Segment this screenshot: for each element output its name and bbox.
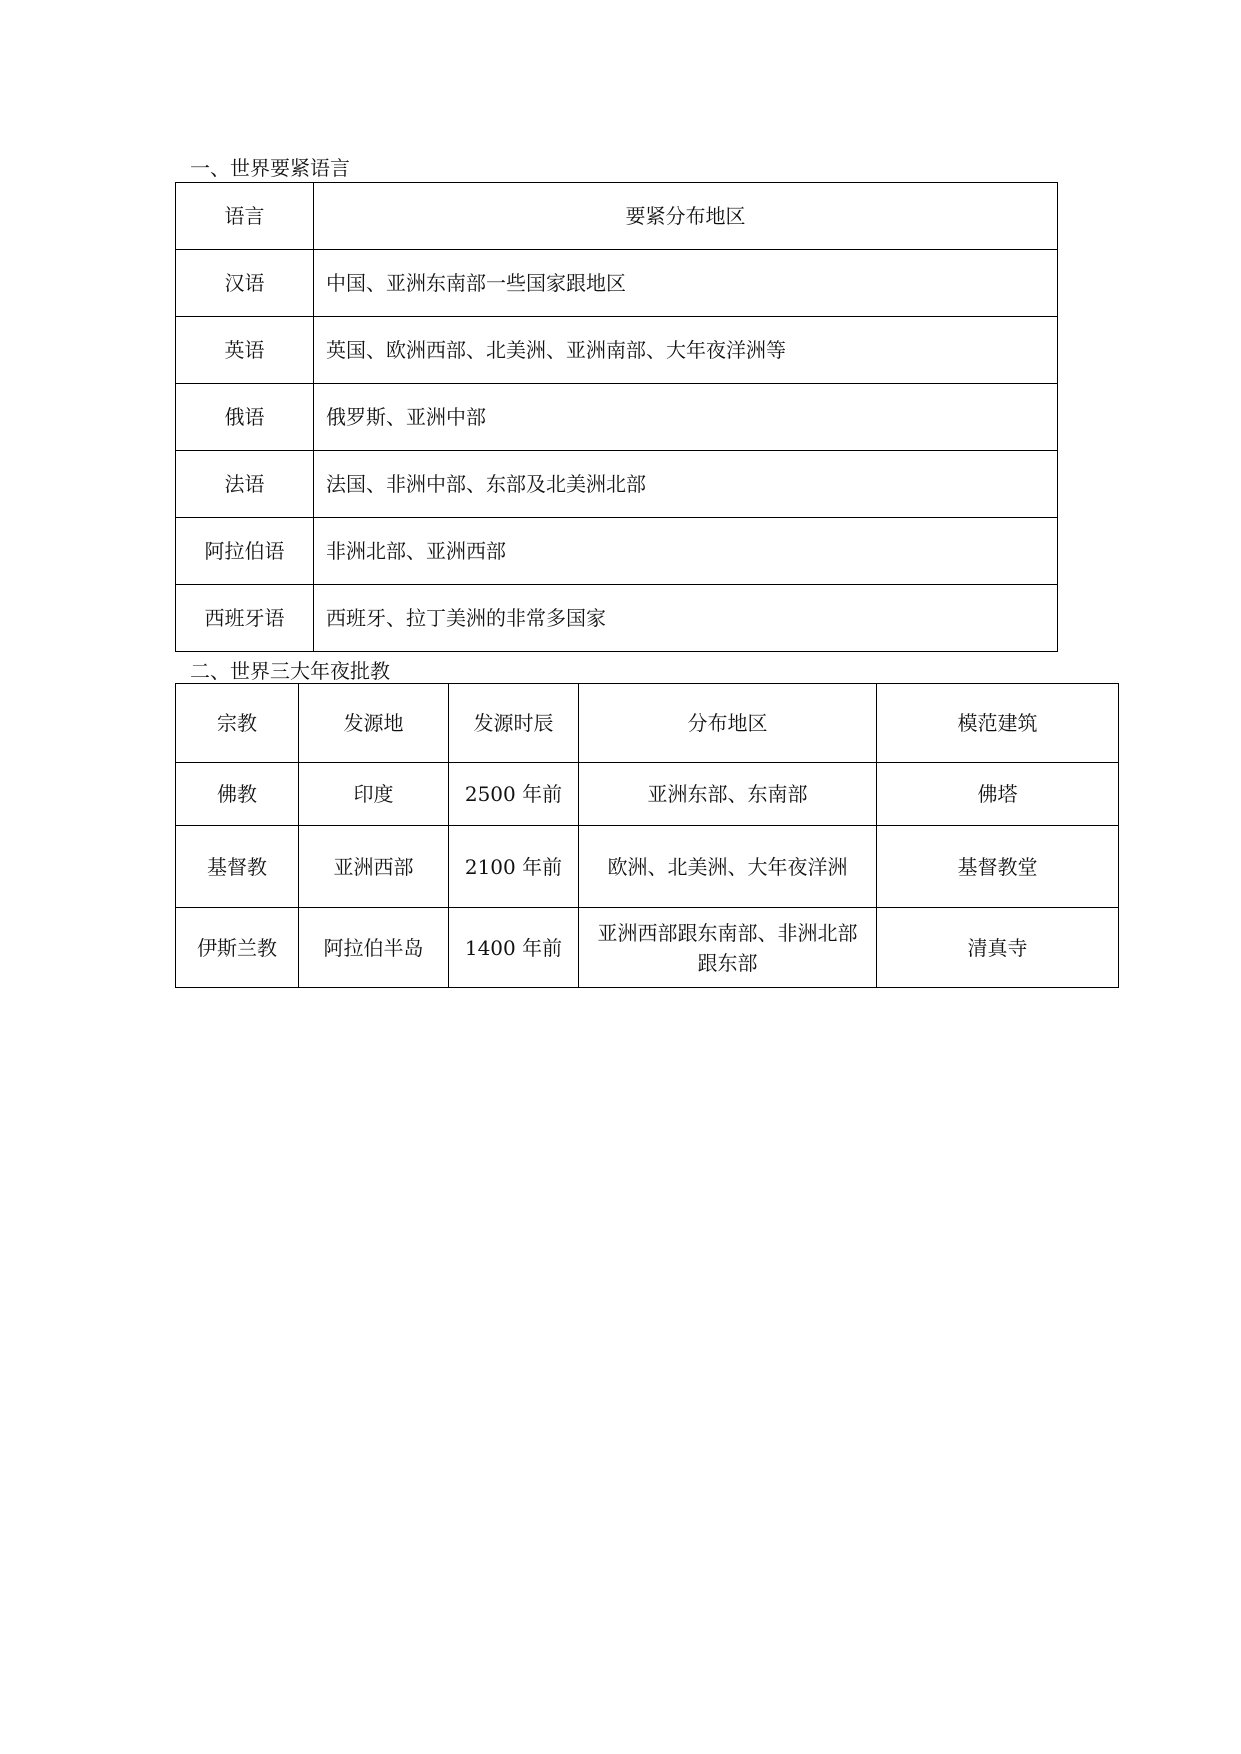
religion-cell: 佛教: [176, 763, 299, 826]
table-row: [176, 585, 1058, 652]
region-cell: 亚洲西部跟东南部、非洲北部跟东部: [579, 908, 877, 988]
table-row: [176, 908, 1119, 988]
table-header-row: [176, 684, 1119, 763]
header-building: 模范建筑: [877, 684, 1119, 763]
table-row: [176, 250, 1058, 317]
header-religion: 宗教: [176, 684, 299, 763]
language-cell: 阿拉伯语: [176, 518, 314, 585]
table-row: [176, 518, 1058, 585]
language-cell: 汉语: [176, 250, 314, 317]
header-region: 分布地区: [579, 684, 877, 763]
region-cell: 中国、亚洲东南部一些国家跟地区: [314, 250, 1058, 317]
origin-cell: 亚洲西部: [299, 826, 449, 908]
table-row: [176, 384, 1058, 451]
section-title-languages: 一、世界要紧语言: [190, 156, 350, 180]
language-cell: 英语: [176, 317, 314, 384]
language-cell: 西班牙语: [176, 585, 314, 652]
time-cell: 2100 年前: [449, 826, 579, 908]
time-cell: 2500 年前: [449, 763, 579, 826]
building-cell: 基督教堂: [877, 826, 1119, 908]
header-region: 要紧分布地区: [314, 183, 1058, 250]
language-cell: 法语: [176, 451, 314, 518]
region-cell: 俄罗斯、亚洲中部: [314, 384, 1058, 451]
table-row: [176, 317, 1058, 384]
region-cell: 亚洲东部、东南部: [579, 763, 877, 826]
region-cell: 英国、欧洲西部、北美洲、亚洲南部、大年夜洋洲等: [314, 317, 1058, 384]
section-title-religions: 二、世界三大年夜批教: [190, 659, 390, 683]
region-cell: 西班牙、拉丁美洲的非常多国家: [314, 585, 1058, 652]
time-cell: 1400 年前: [449, 908, 579, 988]
languages-table: [175, 182, 1058, 652]
religion-cell: 基督教: [176, 826, 299, 908]
region-cell: 非洲北部、亚洲西部: [314, 518, 1058, 585]
building-cell: 清真寺: [877, 908, 1119, 988]
table-row: [176, 826, 1119, 908]
religions-table: [175, 683, 1119, 988]
header-origin: 发源地: [299, 684, 449, 763]
table-row: [176, 451, 1058, 518]
header-time: 发源时辰: [449, 684, 579, 763]
origin-cell: 阿拉伯半岛: [299, 908, 449, 988]
header-language: 语言: [176, 183, 314, 250]
region-cell: 欧洲、北美洲、大年夜洋洲: [579, 826, 877, 908]
table-row: [176, 763, 1119, 826]
origin-cell: 印度: [299, 763, 449, 826]
table-header-row: [176, 183, 1058, 250]
region-cell: 法国、非洲中部、东部及北美洲北部: [314, 451, 1058, 518]
religion-cell: 伊斯兰教: [176, 908, 299, 988]
building-cell: 佛塔: [877, 763, 1119, 826]
language-cell: 俄语: [176, 384, 314, 451]
